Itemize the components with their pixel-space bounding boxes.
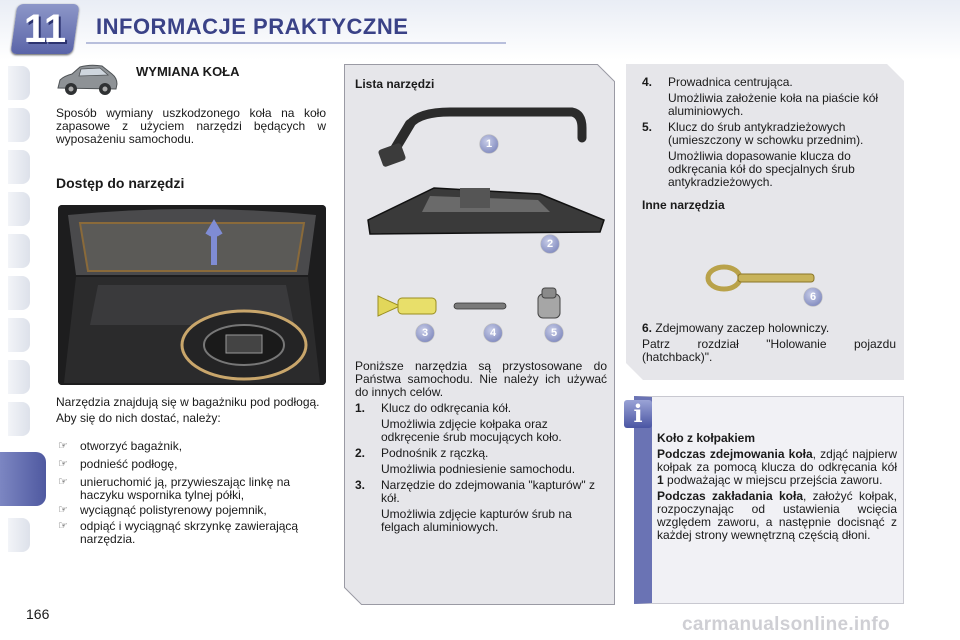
tools-description [355,360,607,537]
desc-line-2: Aby się do nich dostać, należy: [56,411,221,425]
tool-title: Klucz do odkręcania kół. [381,401,512,415]
car-icon [54,62,120,98]
tool-marker: 6 [804,288,822,306]
tool-marker: 5 [545,324,563,342]
tool-marker: 1 [480,135,498,153]
info-bold-lead: Podczas zdejmowania koła [657,447,813,461]
tool-marker: 2 [541,235,559,253]
tools-list-title: Lista narzędzi [355,77,435,91]
step-text: podnieść podłogę, [80,457,178,471]
tool-title: Zdejmowany zaczep holowniczy. [655,321,830,335]
tool-number: 5. [642,120,653,134]
tool-item [642,121,896,189]
watermark: carmanualsonline.info [682,614,890,635]
hand-bullet-icon: ☞ [58,440,68,452]
step-item [56,440,328,453]
info-paragraph: Podczas zakładania koła, założyć kołpak, rozpoczynając od ustawienia wcięcia względem zaworu, a następnie docisnąć z każdej strony wewnętrzną częścią dłoni. [657,489,897,542]
chapter-tab[interactable] [8,318,30,352]
access-description [56,396,326,428]
chapter-badge [10,4,79,54]
chapter-tab[interactable] [8,360,30,394]
info-icon: i [624,400,652,428]
chapter-tabs [0,66,34,576]
chapter-title: INFORMACJE PRAKTYCZNE [96,14,409,39]
info-title: Koło z kołpakiem [657,431,756,445]
step-text: unieruchomić ją, przywieszając linkę na haczyku wspornika tylnej półki, [80,475,291,502]
tool-number: 3. [355,478,366,492]
see-reference: Patrz rozdział "Holowanie pojazdu (hatchback)". [642,337,896,364]
chapter-tab[interactable] [8,518,30,552]
info-text [657,432,897,545]
chapter-tab[interactable] [8,192,30,226]
chapter-number: 11 [23,7,67,51]
tool-item [355,447,607,476]
desc-line-1: Narzędzia znajdują się w bagażniku pod podłogą. [56,395,320,409]
chapter-tab[interactable] [8,66,30,100]
tool-detail: Umożliwia zdjęcie kapturów śrub na felgach aluminiowych. [381,507,572,534]
tool-title: Narzędzie do zdejmowania "kapturów" z kół. [381,478,595,505]
step-item [56,504,328,517]
tool-number: 6. [642,321,653,335]
hand-bullet-icon: ☞ [58,476,68,488]
trunk-illustration [58,205,326,385]
header-underline [86,42,506,44]
step-item [56,476,328,502]
trunk-photo [58,205,326,385]
tool-marker: 4 [484,324,502,342]
tool-number: 4. [642,75,653,89]
step-item [56,520,328,546]
tow-item [642,322,896,335]
section-title: WYMIANA KOŁA [136,64,240,79]
chapter-tab[interactable] [8,108,30,142]
hand-bullet-icon: ☞ [58,458,68,470]
tool-title: Podnośnik z rączką. [381,446,489,460]
info-paragraph: Podczas zdejmowania koła, zdjąć najpierw kołpak za pomocą klucza do odkręcania kół 1 podważając w miejscu przejścia zaworu. [657,447,897,487]
info-bold-lead: Podczas zakładania koła [657,489,804,503]
tool-item [355,402,607,444]
chapter-tab[interactable] [8,276,30,310]
tools-intro: Poniższe narzędzia są przystosowane do Państwa samochodu. Nie należy ich używać do innych celów. [355,359,607,399]
step-text: otworzyć bagażnik, [80,439,183,453]
tool-detail: Umożliwia zdjęcie kołpaka oraz odkręcenie śrub mocujących koło. [381,417,562,444]
tools-continued-text [642,76,896,215]
hand-bullet-icon: ☞ [58,504,68,516]
other-tools-title: Inne narzędzia [642,198,725,212]
page-number: 166 [26,606,50,622]
tool-number: 1. [355,401,366,415]
tool-detail: Umożliwia założenie koła na piaście kół aluminiowych. [668,91,879,118]
tool-title: Klucz do śrub antykradzieżowych (umieszczony w schowku przednim). [668,120,864,147]
tow-description [642,322,896,367]
tool-detail: Umożliwia dopasowanie klucza do odkręcania kół do specjalnych śrub antykradzieżowych. [668,149,855,189]
step-text: wyciągnąć polistyrenowy pojemnik, [80,503,267,517]
tool-number: 2. [355,446,366,460]
tool-item [355,479,607,534]
tool-title: Prowadnica centrująca. [668,75,793,89]
subsection-title: Dostęp do narzędzi [56,175,185,191]
hand-bullet-icon: ☞ [58,520,68,532]
intro-paragraph: Sposób wymiany uszkodzonego koła na koło zapasowe z użyciem narzędzi będących w wyposażeniu samochodu. [56,106,326,146]
chapter-tab[interactable] [8,150,30,184]
tool-item [642,76,896,118]
tool-marker: 3 [416,324,434,342]
step-text: odpiąć i wyciągnąć skrzynkę zawierającą narzędzia. [80,519,299,546]
tool-detail: Umożliwia podniesienie samochodu. [381,462,576,476]
step-item [56,458,328,471]
chapter-tab[interactable] [8,402,30,436]
chapter-tab[interactable] [8,234,30,268]
chapter-tab-active[interactable] [0,452,46,506]
